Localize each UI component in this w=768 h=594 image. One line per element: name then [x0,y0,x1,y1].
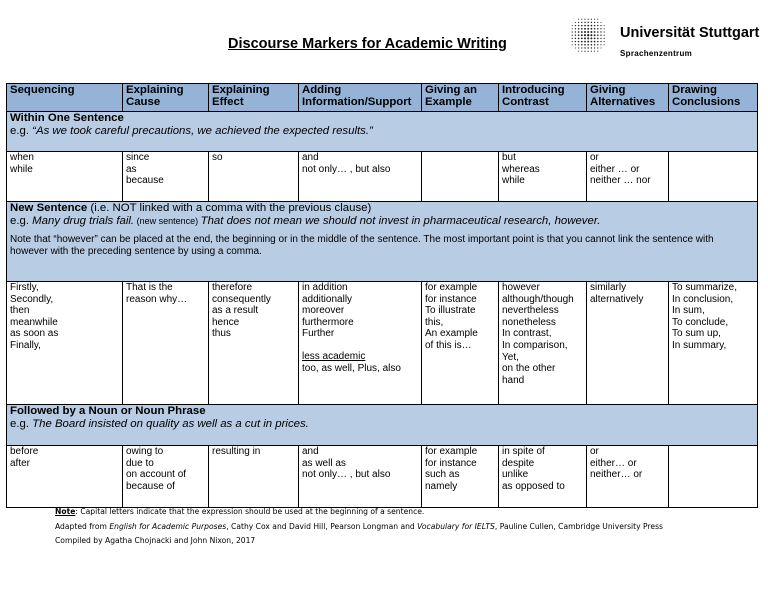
marker-item: for instance [425,293,477,305]
marker-item: but [502,152,516,163]
marker-item: namely [425,480,458,492]
marker-item: as [126,163,137,175]
table-cell [209,282,299,405]
marker-item: although/though [502,293,574,305]
marker-item: That is the [126,282,173,293]
marker-item: before [10,446,39,457]
marker-item: as a result [212,305,259,317]
marker-item: additionally [302,293,353,305]
header-giving-alternatives: Giving Alternatives [587,84,669,112]
table-cell [7,152,123,202]
marker-item: Further [302,328,335,340]
section-heading: Followed by a Noun or Noun Phrase [10,405,206,417]
section-example: e.g. The Board insisted on quality as well as a cut in prices. [10,418,309,430]
section-heading: Within One Sentence [10,112,124,124]
marker-item: after [10,457,31,469]
header-explaining-cause: Explaining Cause [123,84,209,112]
table-cell [123,152,209,202]
marker-item: however [502,282,540,293]
marker-item: for instance [425,457,477,469]
marker-item: despite [502,457,535,469]
header-adding-information: Adding Information/Support [299,84,422,112]
department-name: Sprachenzentrum [620,49,693,58]
marker-item: and [302,446,319,457]
marker-item: unlike [502,469,529,481]
table-cell [209,152,299,202]
marker-item: nonetheless [502,316,556,328]
marker-item: Finally, [10,339,41,351]
table-cell [499,152,587,202]
dot-sphere-icon [568,13,614,59]
section-example: e.g. “As we took careful precautions, we achieved the expected results.” [10,125,373,137]
compiled-by: Compiled by Agatha Chojnacki and John Nixon, 2017 [55,536,256,545]
table-cell [7,446,123,508]
marker-item: because of [126,480,175,492]
marker-item: furthermore [302,316,354,328]
marker-item: such as [425,469,460,481]
section-band-within-one-sentence [7,112,758,152]
table-cell [587,152,669,202]
source-citation: Adapted from English for Academic Purposes, Cathy Cox and David Hill, Pearson Longman and Vocabulary for IELTS, Pauline Cullen, Cambridge University Press [55,521,664,531]
university-name: Universität Stuttgart [620,25,760,41]
discourse-markers-table [6,83,758,508]
marker-item: Yet, [502,351,519,363]
marker-item: or [590,446,599,457]
header-explaining-effect: Explaining Effect [209,84,299,112]
table-cell [299,446,422,508]
marker-item: while [502,175,525,187]
marker-item: hand [502,374,525,386]
table-cell [123,282,209,405]
marker-item: this, [425,316,444,328]
table-row [7,152,758,202]
table-cell [209,446,299,508]
marker-item: To conclude, [672,316,729,328]
marker-item: either … or [590,163,640,175]
marker-item: In contrast, [502,328,552,340]
section-band-new-sentence [7,202,758,282]
footer-notes [55,505,695,549]
marker-item: as well as [302,457,346,469]
table-cell [123,446,209,508]
marker-item: Firstly, [10,282,39,293]
marker-item: since [126,152,150,163]
marker-item: not only… , but also [302,469,391,481]
marker-item: In comparison, [502,339,568,351]
marker-item: meanwhile [10,316,58,328]
marker-item: therefore [212,282,253,293]
marker-item: similarly [590,282,627,293]
marker-item: for example [425,446,478,457]
marker-item: nevertheless [502,305,559,317]
header-drawing-conclusions: Drawing Conclusions [669,84,758,112]
marker-item: whereas [502,163,540,175]
less-academic-items: too, as well, Plus, also [302,362,401,374]
marker-item: alternatively [590,293,644,305]
marker-item: To summarize, [672,282,738,293]
marker-item: so [212,152,223,163]
table-cell [299,282,422,405]
table-cell [422,446,499,508]
marker-item: owing to [126,446,164,457]
marker-item: of this is… [425,339,472,351]
marker-item: thus [212,328,231,340]
marker-item: resulting in [212,446,261,457]
marker-item: on account of [126,469,187,481]
header-row [7,84,758,112]
marker-item: because [126,175,164,187]
header-introducing-contrast: Introducing Contrast [499,84,587,112]
section-example: e.g. Many drug trials fail. (new sentence) That does not mean we should not invest in pharmaceutical research, however. [10,215,601,227]
table-cell [669,152,758,202]
table-cell [669,282,758,405]
less-academic-label: less academic [302,350,366,362]
marker-item: In summary, [672,339,727,351]
table-cell [669,446,758,508]
marker-item: on the other [502,363,556,375]
marker-item: while [10,163,33,175]
marker-item: hence [212,316,240,328]
table-cell [499,282,587,405]
university-logo [568,13,768,61]
marker-item: for example [425,282,478,293]
table-cell [499,446,587,508]
marker-item: due to [126,457,154,469]
table-cell [299,152,422,202]
table-cell [422,282,499,405]
section-heading: New Sentence (i.e. NOT linked with a comma with the previous clause) [10,202,372,214]
header-sequencing: Sequencing [7,84,123,112]
marker-item: in spite of [502,446,545,457]
marker-item: as opposed to [502,480,565,492]
marker-item: not only… , but also [302,163,391,175]
marker-item: To illustrate [425,305,476,317]
marker-item: reason why… [126,293,188,305]
marker-item: Secondly, [10,293,54,305]
table-row [7,282,758,405]
table-row [7,446,758,508]
marker-item: consequently [212,293,271,305]
marker-item: moreover [302,305,345,317]
marker-item: or [590,152,599,163]
however-note: Note that “however” can be placed at the end, the beginning or in the middle of the sentence. The most important point is that you cannot link the sentence with however with the preceding sentence by using a comma. [10,234,714,257]
table-cell [587,446,669,508]
marker-item: and [302,152,319,163]
marker-item: either… or [590,457,637,469]
marker-item: In conclusion, [672,293,734,305]
section-band-noun-phrase [7,405,758,446]
table-cell [7,282,123,405]
marker-item: in addition [302,282,348,293]
capital-letters-note: Note: Capital letters indicate that the expression should be used at the beginning of a sentence. [55,507,425,516]
marker-item: neither… or [590,469,643,481]
header-giving-example: Giving an Example [422,84,499,112]
marker-item: when [10,152,34,163]
marker-item: To sum up, [672,328,721,340]
table-cell [422,152,499,202]
table-cell [587,282,669,405]
marker-item: In sum, [672,305,705,317]
marker-item: An example [425,328,478,340]
marker-item: as soon as [10,328,59,340]
marker-item: neither … nor [590,175,651,187]
marker-item: then [10,305,30,317]
document-title: Discourse Markers for Academic Writing [228,36,507,52]
